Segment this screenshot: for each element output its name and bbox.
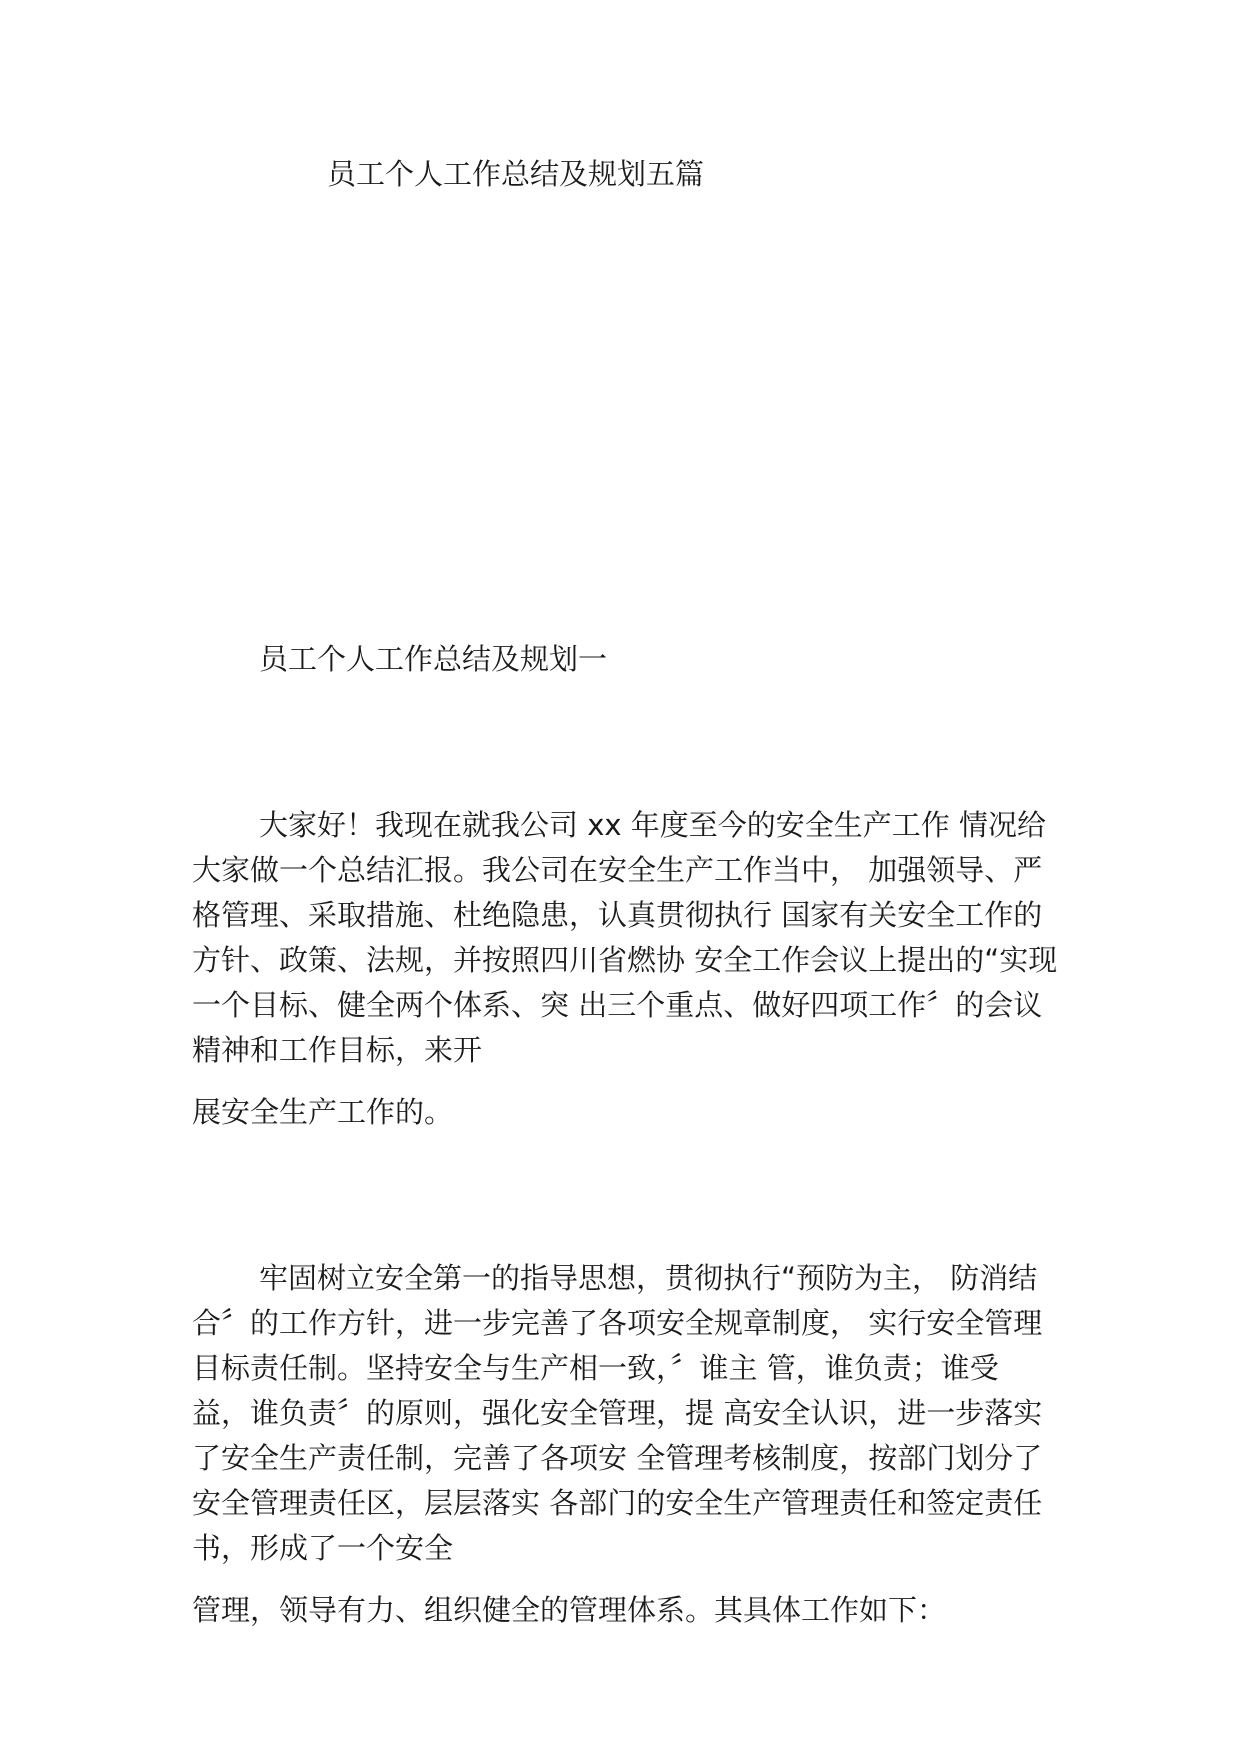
document-title: 员工个人工作总结及规划五篇	[327, 157, 705, 191]
paragraph1-line: 精神和工作目标，来开	[192, 1033, 483, 1067]
paragraph1-line: 一个目标、健全两个体系、突 出三个重点、做好四项工作〞的会议	[192, 988, 1043, 1022]
paragraph1-line: 大家做一个总结汇报。我公司在安全生产工作当中， 加强领导、严	[192, 853, 1043, 887]
paragraph1-line: 格管理、采取措施、杜绝隐患，认真贯彻执行 国家有关安全工作的	[192, 898, 1043, 932]
paragraph1-continuation: 展安全生产工作的。	[192, 1095, 454, 1129]
paragraph2-line: 书，形成了一个安全	[192, 1531, 454, 1565]
paragraph2-line: 目标责任制。坚持安全与生产相一致，〞谁主 管，谁负责；谁受	[192, 1351, 999, 1385]
section-heading: 员工个人工作总结及规划一	[259, 642, 608, 676]
paragraph2-line: 牢固树立安全第一的指导思想，贯彻执行“预防为主， 防消结	[259, 1261, 1038, 1295]
paragraph2-line: 合〞的工作方针，进一步完善了各项安全规章制度， 实行安全管理	[192, 1306, 1043, 1340]
paragraph2-line: 安全管理责任区，层层落实 各部门的安全生产管理责任和签定责任	[192, 1486, 1043, 1520]
paragraph2-line: 了安全生产责任制，完善了各项安 全管理考核制度，按部门划分了	[192, 1441, 1043, 1475]
paragraph1-line: 方针、政策、法规，并按照四川省燃协 安全工作会议上提出的“实现	[192, 943, 1058, 977]
paragraph2-line: 益，谁负责〞的原则，强化安全管理，提 高安全认识，进一步落实	[192, 1396, 1043, 1430]
paragraph2-continuation: 管理，领导有力、组织健全的管理体系。其具体工作如下：	[192, 1593, 947, 1627]
paragraph1-line: 大家好！我现在就我公司 xx 年度至今的安全生产工作 情况给	[259, 808, 1046, 842]
